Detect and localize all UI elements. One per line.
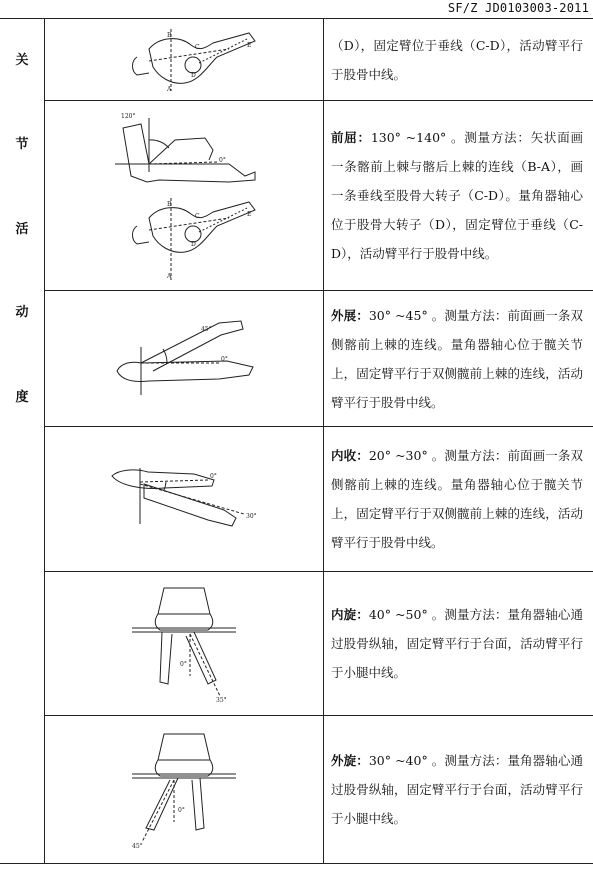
figure-label: B (167, 200, 172, 208)
figure-label: 30° (246, 513, 257, 520)
row-label-char: 关 (15, 53, 29, 68)
row-label-char: 动 (15, 305, 29, 320)
external-rotation-figure (124, 730, 244, 850)
figure-label: B (167, 31, 172, 39)
figure-cell (45, 572, 324, 716)
flexion-figure (109, 110, 259, 282)
table-row (0, 19, 593, 101)
document-code: SF/Z JD0103003-2011 (447, 1, 589, 15)
figure-cell (45, 101, 324, 291)
figure-label: A (167, 272, 172, 280)
figure-label: 0° (219, 156, 226, 164)
movement-description: 30° ~40° 。测量方法：量角器轴心通过股骨纵轴，固定臂平行于台面，活动臂平行于小腿中线。 (331, 753, 583, 826)
table-row (0, 101, 593, 291)
row-label-char: 节 (15, 137, 29, 152)
figure-label: 45° (132, 842, 143, 850)
movement-description: 30° ~45° 。测量方法：前面画一条双侧髂前上棘的连线。量角器轴心位于髋关节上，固定臂平行于双侧髋前上棘的连线，活动臂平行于股骨中线。 (331, 307, 583, 410)
movement-description: 40° ~50° 。测量方法：量角器轴心通过股骨纵轴，固定臂平行于台面，活动臂平行于小腿中线。 (331, 607, 583, 680)
description-cell (324, 427, 593, 572)
figure-label: 0° (210, 473, 217, 480)
row-label-cell (0, 19, 45, 864)
figure-label: C (195, 212, 200, 220)
description-cell (324, 716, 593, 864)
movement-description: 130° ~140° 。测量方法：矢状面画一条髂前上棘与髂后上棘的连线（B-A），画一条垂线至股骨大转子（C-D）。量角器轴心位于股骨大转子（D），固定臂位于垂线（C-D），活动臂平行于股骨中线。 (331, 130, 583, 261)
figure-label: 0° (180, 660, 187, 668)
description-cell (324, 291, 593, 427)
figure-label: D (191, 240, 196, 248)
adduction-figure (104, 454, 264, 544)
figure-label: D (191, 71, 196, 79)
figure-label: C (195, 43, 200, 51)
pelvis-side-figure (109, 27, 259, 93)
movement-title: 内收： (331, 448, 369, 463)
movement-title: 外展： (331, 307, 369, 323)
figure-label: E (247, 210, 252, 218)
table-row (0, 716, 593, 864)
internal-rotation-figure (124, 584, 244, 704)
description-cell (324, 101, 593, 291)
figure-cell (45, 427, 324, 572)
figure-cell (45, 291, 324, 427)
figure-label: 0° (221, 355, 228, 363)
abduction-figure (109, 309, 259, 409)
movement-description: 20° ~30° 。测量方法：前面画一条双侧髂前上棘的连线。量角器轴心位于髋关节上，固定臂平行于双侧髋前上棘的连线，活动臂平行于股骨中线。 (331, 448, 583, 550)
description-cell (324, 572, 593, 716)
rom-table (0, 18, 593, 863)
figure-cell (45, 716, 324, 864)
movement-title: 外旋： (331, 753, 369, 768)
row-label-char: 度 (15, 390, 29, 405)
figure-cell (45, 19, 324, 101)
row-label-char: 活 (15, 222, 29, 237)
figure-label: E (247, 41, 252, 49)
movement-title: 内旋： (331, 607, 369, 622)
figure-label: 45° (201, 325, 212, 333)
table-row (0, 291, 593, 427)
table-row (0, 427, 593, 572)
figure-label: A (167, 85, 172, 93)
table-row (0, 572, 593, 716)
figure-label: 35° (216, 696, 227, 704)
figure-label: 120° (121, 112, 136, 120)
figure-label: 0° (178, 806, 185, 814)
movement-description: （D），固定臂位于垂线（C-D），活动臂平行于股骨中线。 (331, 37, 583, 82)
description-cell (324, 19, 593, 101)
movement-title: 前屈： (331, 130, 371, 145)
